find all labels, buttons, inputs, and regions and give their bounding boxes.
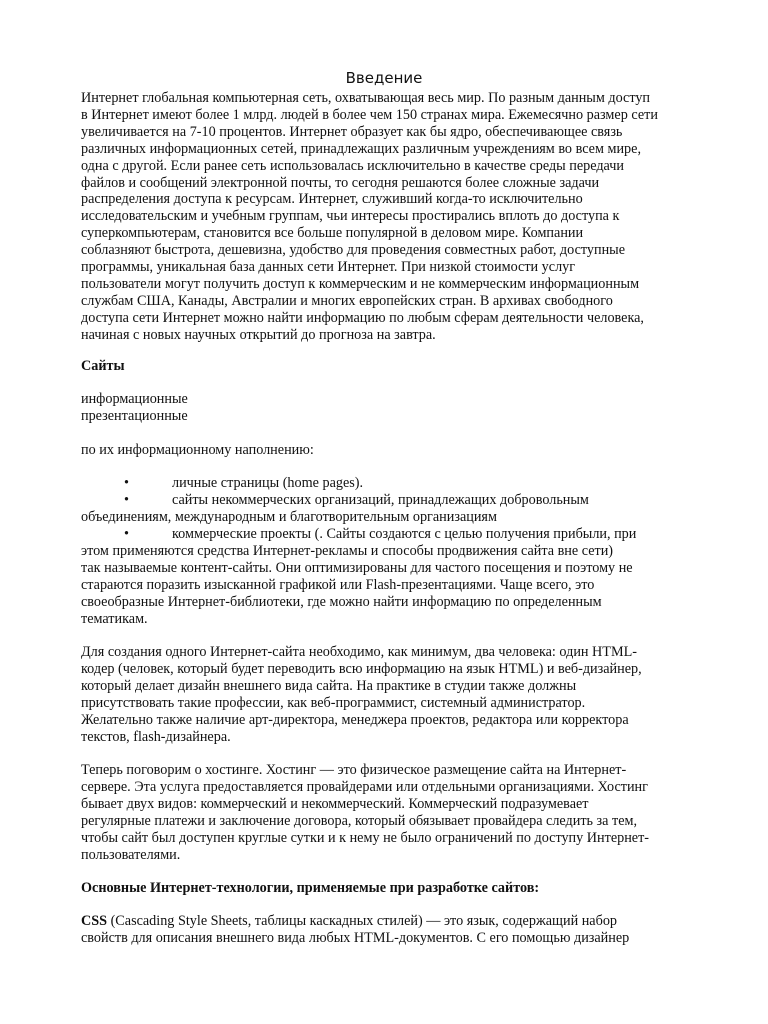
paragraph-line: стараются поразить изысканной графикой или Flash-презентациями. Чаще всего, это [81, 576, 595, 593]
hosting-paragraph [81, 762, 721, 863]
paragraph-line: своеобразные Интернет-библиотеки, где можно найти информацию по определенным [81, 593, 602, 610]
intro-line: в Интернет имеют более 1 млрд. людей в более чем 150 странах мира. Ежемесячно размер сети [81, 106, 658, 123]
css-definition: (Cascading Style Sheets, таблицы каскадных стилей) — это язык, содержащий набор [107, 913, 618, 929]
paragraph-line [81, 913, 721, 930]
paragraph-line: бывает двух видов: коммерческий и некоммерческий. Коммерческий подразумевает [81, 795, 589, 812]
paragraph-line: Для создания одного Интернет-сайта необходимо, как минимум, два человека: один HTML- [81, 644, 637, 660]
intro-line: соблазняют быстрота, дешевизна, удобство для проведения совместных работ, доступные [81, 242, 625, 259]
intro-line: пользователи могут получить доступ к коммерческим и не коммерческим информационным [81, 275, 640, 292]
paragraph-line: Желательно также наличие арт-директора, менеджера проектов, редактора или корректора [81, 711, 629, 728]
site-type-item: презентационные [81, 407, 188, 424]
tech-heading: Основные Интернет-технологии, применяемые при разработке сайтов: [81, 880, 540, 896]
site-types-list [81, 391, 721, 425]
paragraph-line: пользователями. [81, 846, 181, 863]
paragraph-line: чтобы сайт был доступен круглые сутки и к нему не было ограничений по доступу Интернет- [81, 829, 650, 846]
bullet-text: личные страницы (home pages). [172, 475, 364, 491]
intro-line: суперкомпьютерам, становится все больше популярной в деловом мире. Компании [81, 225, 584, 242]
intro-line: службам США, Канады, Австралии и многих европейских стран. В архивах свободного [81, 292, 613, 309]
paragraph-line: сервере. Эта услуга предоставляется провайдерами или отдельными организациями. Хостинг [81, 778, 648, 795]
intro-line: Интернет глобальная компьютерная сеть, охватывающая весь мир. По разным данным доступ [81, 90, 651, 106]
sites-heading: Сайты [81, 358, 125, 374]
intro-line: различных информационных сетей, принадлежащих различным учреждениям во всем мире, [81, 140, 641, 157]
paragraph-line: который делает дизайн внешнего вида сайта. На практике в студии также должны [81, 677, 577, 694]
intro-line: файлов и сообщений электронной почты, то сегодня решаются более сложные задачи [81, 174, 600, 191]
intro-line: доступа сети Интернет можно найти информацию по любым сферам деятельности человека, [81, 309, 644, 326]
paragraph-line: Теперь поговорим о хостинге. Хостинг — это физическое размещение сайта на Интернет- [81, 762, 627, 778]
paragraph-line: присутствовать такие профессии, как веб-программист, системный администратор. [81, 694, 586, 711]
bullet-item [81, 475, 721, 492]
site-type-item: информационные [81, 391, 188, 407]
bullet-continuation: этом применяются средства Интернет-рекламы и способы продвижения сайта вне сети) [81, 542, 614, 559]
paragraph-line: кодер (человек, который будет переводить всю информацию на язык HTML) и веб-дизайнер, [81, 660, 642, 677]
intro-line: исследовательским и учебным группам, чьи интересы простирались вплоть до доступа к [81, 208, 620, 225]
paragraph-line: текстов, flash-дизайнера. [81, 728, 231, 745]
css-term: CSS [81, 913, 108, 929]
intro-line: увеличивается на 7-10 процентов. Интернет образует как бы ядро, обеспечивающее связь [81, 123, 623, 140]
paragraph-line: свойств для описания внешнего вида любых HTML-документов. С его помощью дизайнер [81, 929, 630, 946]
bullet-item [81, 526, 721, 560]
paragraph-line: так называемые контент-сайты. Они оптимизированы для частого посещения и поэтому не [81, 560, 633, 576]
intro-line: начиная с новых научных открытий до прогноза на завтра. [81, 326, 436, 343]
bullet-continuation: объединениям, международным и благотворительным организациям [81, 508, 497, 525]
paragraph-line: регулярные платежи и заключение договора, который обязывает провайдера следить за тем, [81, 812, 638, 829]
bullet-mark: • [124, 475, 129, 491]
intro-paragraph [81, 90, 721, 344]
intro-line: распределения доступа к ресурсам. Интернет, служивший когда-то исключительно [81, 191, 583, 208]
bullet-mark: • [124, 526, 129, 542]
bullet-item [81, 492, 721, 526]
bullet-text: сайты некоммерческих организаций, принадлежащих добровольным [172, 492, 589, 508]
css-paragraph [81, 913, 721, 947]
intro-line: программы, уникальная база данных сети Интернет. При низкой стоимости услуг [81, 259, 576, 276]
paragraph-line: тематикам. [81, 610, 148, 627]
bullet-mark: • [124, 492, 129, 508]
bullet-text: коммерческие проекты (. Сайты создаются с целью получения прибыли, при [172, 526, 637, 542]
content-sites-paragraph [81, 560, 721, 628]
team-paragraph [81, 644, 721, 745]
by-content-label: по их информационному наполнению: [81, 442, 314, 458]
intro-line: одна с другой. Если ранее сеть использовалась исключительно в качестве среды передачи [81, 157, 625, 174]
document-title: Введение [345, 69, 423, 87]
